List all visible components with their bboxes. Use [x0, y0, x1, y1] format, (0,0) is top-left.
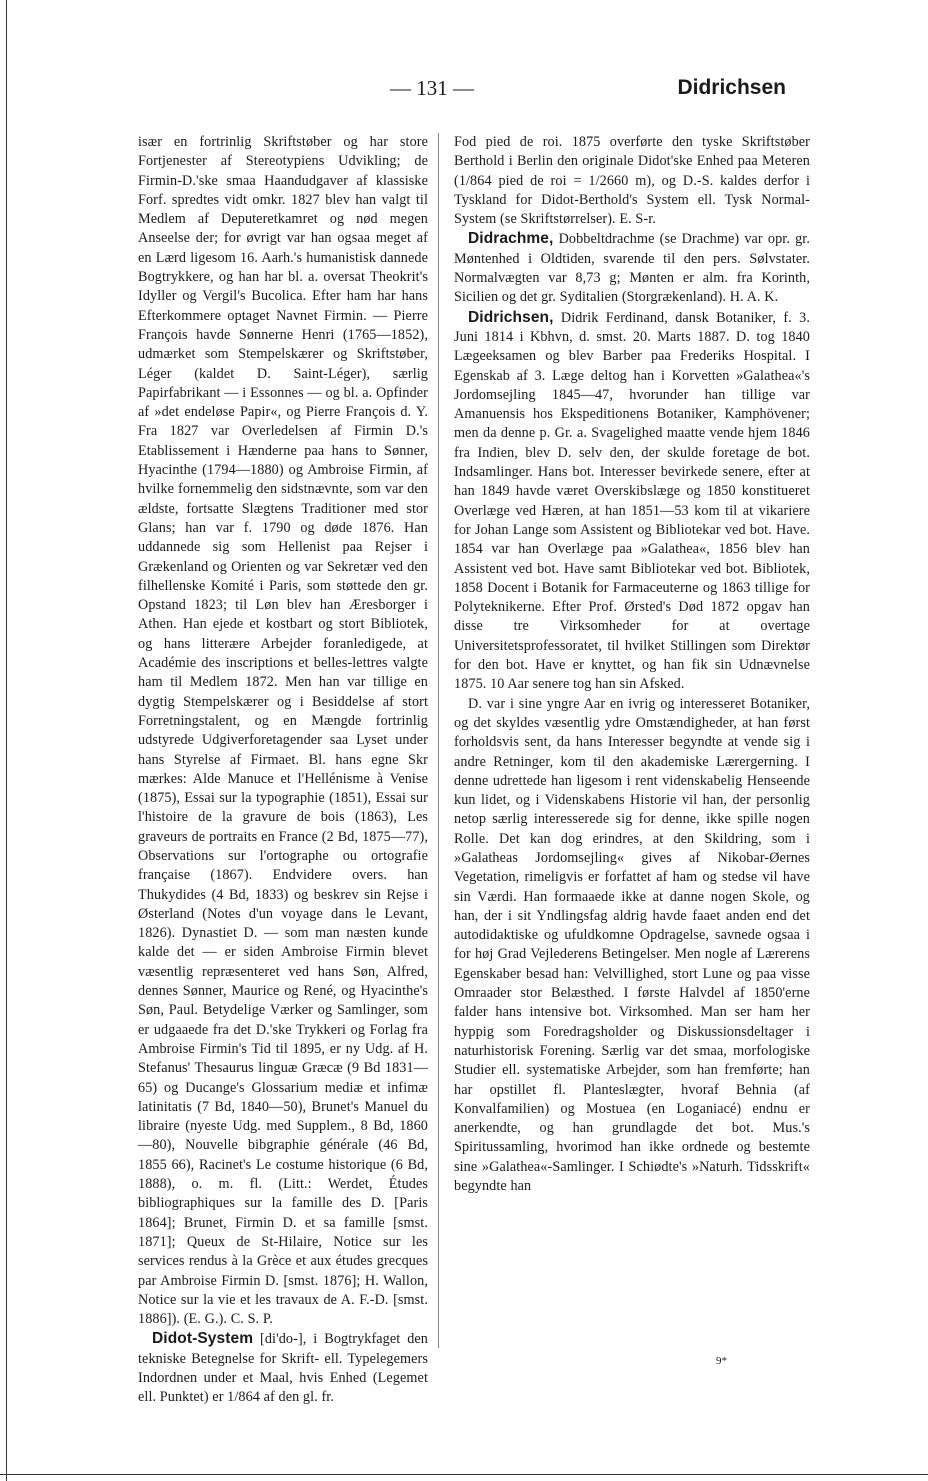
signature-mark: 9*: [716, 1355, 727, 1367]
paragraph: især en fortrinlig Skriftstøber og har store Fortjenester af Stereotypiens Udvikling; de Firmin-D.'ske smaa Haandudgaver af klassiske Forf. spredtes vidt omkr. 1827 blev han valgt til Medlem af Deputeretkamret og nød megen Anseelse der; for øvrigt var han ogsaa meget af en Lærd ligesom 16. Aarh.'s humanistisk dannede Bogtrykkere, og han har bl. a. oversat Theokrit's Idyller og Vergil's Bucolica. Efter ham har hans Efterkommere optaget Navnet Firmin. — Pierre François havde Sønnerne Henri (1765—1852), udmærket som Stempelskærer og Skriftstøber, Léger (kaldet D. Saint-Léger), særlig Papirfabrikant — i Essonnes — og bl. a. Opfinder af »det endeløse Papir«, og Pierre François d. Y. Fra 1827 var Overledelsen af Firmin D.'s Etablissement i Hænderne paa hans to Sønner, Hyacinthe (1794—1880) og Ambroise Firmin, af hvilke fornemmelig den sidstnævnte, som var den ældste, fortsatte Slægtens Traditioner med stor Glans; han var f. 1790 og døde 1876. Han uddannede sig som Hellenist paa Rejser i Grækenland og Orienten og var Sekretær ved den filhellenske Komité i Paris, som støttede den gr. Opstand 1823; til Løn blev han Æresborger i Athen. Han ejede et kostbart og stort Bibliotek, og hans litterære Arbejder foranledigede, at Académie des inscriptions et belles-lettres valgte ham til Medlem 1872. Men han var tillige en dygtig Stempelskærer og i Besiddelse af stort Forretningstalent, og en Mængde fortrinlig udstyrede Udgiverforetagender saa Lyset under hans Styrelse af Firmaet. Bl. hans egne Skr mærkes: Alde Manuce et l'Hellénisme à Venise (1875), Essai sur la typographie (1851), Essai sur l'histoire de la gravure de bois (1863), Les graveurs de portraits en France (2 Bd, 1875—77), Observations sur l'ortographe ou ortografie française (1867). Endvidere overs. han Thukydides (4 Bd, 1833) og beskrev sin Rejse i Østerland (Notes d'un voyage dans le Levant, 1826). Dynastiet D. — som man næsten kunde kalde det — er siden Ambroise Firmin blevet væsentlig repræsenteret ved hans Søn, Alfred, dennes Sønner, Maurice og René, og Hyacinthe's Søn, Paul. Betydelige Værker og Samlinger, som er udgaaede fra det D.'ske Trykkeri og Forlag fra Ambroise Firmin's Tid til 1895, er ny Udg. af H. Stefanus' Thesaurus linguæ Græcæ (9 Bd 1831—65) og Ducange's Glossarium mediæ et infimæ latinitatis (7 Bd, 1840—50), Brunet's Manuel du libraire (nyeste Udg. med Supplem., 8 Bd, 1860—80), Nouvelle bibgraphie générale (46 Bd, 1855 66), Racinet's Le costume historique (6 Bd, 1888), o. m. fl. (Litt.: Werdet, Études bibliographiques sur la famille des D. [Paris 1864]; Brunet, Firmin D. et sa famille [smst. 1871]; Queux de St-Hilaire, Notice sur les services rendus à la Grèce et aux études grecques par Ambroise Firmin D. [smst. 1876]; H. Wallon, Notice sur la vie et les travaux de A. F.-D. [smst. 1886]). (E. G.). C. S. P.: [138, 134, 428, 1328]
entry-headword: Didrachme,: [468, 230, 554, 248]
entry-headword: Didrichsen,: [468, 308, 554, 326]
entry-didot-system: [138, 1329, 428, 1407]
page-header: [0, 76, 928, 106]
entry-headword: Didot-System: [152, 1330, 254, 1348]
entry-didrichsen: [454, 308, 810, 695]
entry-didrachme: [454, 229, 810, 307]
entry-body: Dobbeltdrachme (se Drachme) var opr. gr. Møntenhed i Oldtiden, svarende til den pers. Sølvstater. Normalvægten var 8,73 g; Mønten er alm. fra Korinth, Sicilien og det gr. Syditalien (Storgrækenland). H. A. K.: [454, 231, 810, 306]
page-edge-left: [6, 0, 7, 1481]
running-headword: Didrichsen: [677, 76, 786, 99]
entry-body: Didrik Ferdinand, dansk Botaniker, f. 3. Juni 1814 i Kbhvn, d. smst. 20. Marts 1887. D. tog 1840 Lægeeksamen og blev Barber paa Frederiks Hospital. I Egenskab af 3. Læge deltog han i Korvetten »Galathea«'s Jordomsejling 1845—47, hvorunder han tillige var Amanuensis hos Ekspeditionens Botaniker, Kamphövener; men da denne p. Gr. a. Svagelighed maatte vende hjem 1846 fra Indien, blev D. selv den, der skulde foretage de bot. Indsamlinger. Hans bot. Interesser bevirkede senere, efter at han 1849 havde været Overskibslæge og 1850 konstitueret Overlæge ved Hæren, at han 1851—53 kom til at vikariere for Johan Lange som Assistent og Bibliotekar ved bot. Have. 1854 var han Overlæge paa »Galathea«, 1856 blev han Assistent ved bot. Have samt Bibliotekar ved bot. Bibliotek, 1858 Docent i Botanik for Farmaceuterne og 1863 tillige for Polyteknikerne. Efter Prof. Ørsted's Død 1872 opgav han disse tre Virksomheder for at overtage Universitetsprofessoratet, til hvilket Stillingen som Direktør for den bot. Have er knyttet, og han fik sin Udnævnelse 1875. 10 Aar senere tog han sin Afsked.: [454, 309, 810, 693]
paragraph: Fod pied de roi. 1875 overførte den tyske Skriftstøber Berthold i Berlin den originale Didot'ske Enhed paa Meteren (1/864 pied de roi = 1/2660 m), og D.-S. kaldes derfor i Tyskland for Didot-Berthold's System ell. Tysk Normal-System (se Skriftstørrelser). E. S-r.: [454, 134, 810, 228]
page-edge-bottom: [0, 1474, 928, 1475]
entry-body: [di'do-], i Bogtrykfaget den tekniske Betegnelse for Skrift- ell. Typelegemers Indordnen under et Maal, hvis Enhed (Legemet ell. Punktet) er 1/864 af den gl. fr.: [138, 1331, 428, 1406]
right-column: [454, 133, 810, 1196]
left-column: [138, 133, 428, 1408]
page-number: — 131 —: [390, 76, 474, 100]
column-divider: [438, 133, 439, 1348]
paragraph: D. var i sine yngre Aar en ivrig og interesseret Botaniker, og det skyldes væsentlig ydre Omstændigheder, at han først forholdsvis sent, da hans Interesser begyndte at vende sig i andre Retninger, kom til den akademiske Lærergerning. I denne udrettede han ligesom i rent videnskabelig Henseende kun lidet, og i Videnskabens Historie vil han, der personlig netop særlig interesserede sig for denne, ikke spille nogen Rolle. Det kan dog erindres, at den Skildring, som i »Galatheas Jordomsejling« gives af Nikobar-Øernes Vegetation, rimeligvis er forfattet af ham og stedse vil have sin Værdi. Han formaaede ikke at danne nogen Skole, og han, der i sit Yndlingsfag aldrig havde faaet anden end det autodidaktiske og ufuldkomne Opdragelse, savnede ogsaa i for høj Grad Vejlederens Betingelser. Men nogle af Lærerens Egenskaber besad han: Velvillighed, stort Lune og paa visse Omraader stor Belæsthed. I første Halvdel af 1850'erne falder hans intensive bot. Virksomhed. Man ser ham her hyppig som Foredragsholder og Diskussionsdeltager i naturhistorisk Forening. Særlig var det smaa, morfologiske Studier ell. systematiske Arbejder, som han fremførte; han har opstillet fl. Planteslægter, hvoraf Behnia (af Konvalfamilien) og Mostuea (en Loganiacé) endnu er anerkendte, og han grundlagde det bot. Mus.'s Spiritussamling, hvorimod han ikke ordnede og bestemte sine »Galathea«-Samlinger. I Schiødte's »Naturh. Tidsskrift« begyndte han: [454, 695, 810, 1195]
